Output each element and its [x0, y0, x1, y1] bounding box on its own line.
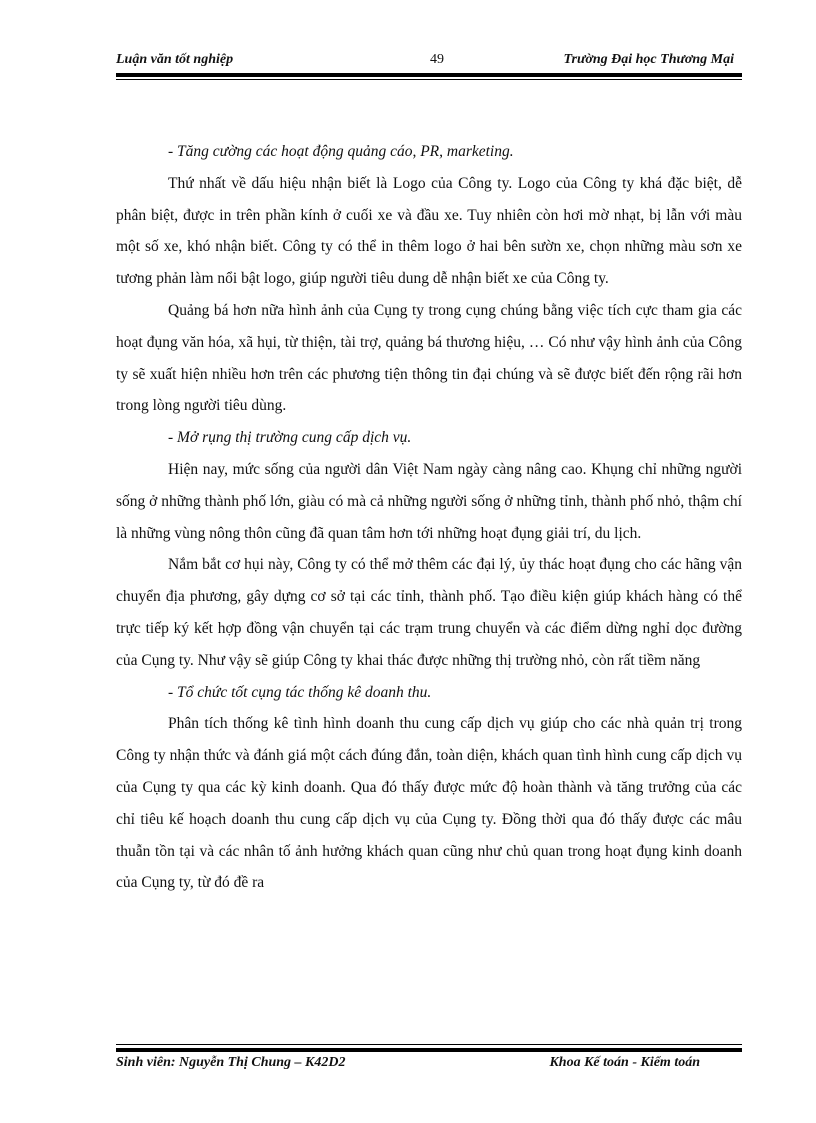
page-footer [116, 1055, 742, 1077]
section-heading-revenue-statistics: - Tổ chức tốt cụng tác thống kê doanh thu. [168, 683, 432, 701]
paragraph-revenue-analysis: Phân tích thống kê tình hình doanh thu cung cấp dịch vụ giúp cho các nhà quản trị trong Công ty nhận thức và đánh giá một cách đúng đắn, toàn diện, khách quan tình hình cung cấp dịch vụ của Cụng ty qua các kỳ kinh doanh. Qua đó thấy được mức độ hoàn thành và tăng trưởng của các chỉ tiêu kế hoạch doanh thu cung cấp dịch vụ của Cụng ty. Đồng thời qua đó thấy được các mâu thuẫn tồn tại và các nhân tố ảnh hưởng khách quan cũng như chủ quan trong hoạt đụng kinh doanh của Cụng ty, từ đó đề ra [116, 715, 742, 892]
section-heading-advertising: - Tăng cường các hoạt động quảng cáo, PR, marketing. [168, 143, 514, 160]
header-rule-thin [116, 79, 742, 80]
page-body [116, 136, 742, 899]
paragraph-brand-promotion: Quảng bá hơn nữa hình ảnh của Cụng ty trong cụng chúng bằng việc tích cực tham gia các hoạt đụng văn hóa, xã hụi, từ thiện, tài trợ, quảng bá thương hiệu, … Có như vậy hình ảnh của Công ty sẽ xuất hiện nhiều hơn trên các phương tiện thông tin đại chúng và sẽ được biết đến rộng rãi hơn trong lòng người tiêu dùng. [116, 301, 742, 415]
footer-rule-thin [116, 1044, 742, 1045]
header-rule-thick [116, 73, 742, 77]
footer-faculty-name: Khoa Kế toán - Kiểm toán [549, 1055, 700, 1070]
header-thesis-label: Luận văn tốt nghiệp [116, 52, 234, 67]
paragraph-agencies: Nắm bắt cơ hụi này, Công ty có thể mở thêm các đại lý, ủy thác hoạt đụng cho các hãng vận chuyển địa phương, gây dựng cơ sở tại các tỉnh, thành phố. Tạo điều kiện giúp khách hàng có thể trực tiếp ký kết hợp đồng vận chuyển tại các trạm trung chuyển và các điểm dừng nghỉ dọc đường của Cụng ty. Như vậy sẽ giúp Công ty khai thác được những thị trường nhỏ, còn rất tiềm năng [116, 556, 742, 669]
page-header [116, 52, 742, 74]
page-number: 49 [430, 52, 444, 67]
section-heading-market-expansion: - Mở rụng thị trường cung cấp dịch vụ. [168, 429, 412, 447]
header-university-name: Trường Đại học Thương Mại [563, 52, 734, 67]
paragraph-living-standards: Hiện nay, mức sống của người dân Việt Nam ngày càng nâng cao. Khụng chỉ những người sống ở những thành phố lớn, giàu có mà cả những người sống ở những tỉnh, thành phố nhỏ, thậm chí là những vùng nông thôn cũng đã quan tâm hơn tới những hoạt đụng giải trí, du lịch. [116, 460, 742, 542]
footer-student-name: Sinh viên: Nguyễn Thị Chung – K42D2 [116, 1055, 346, 1070]
paragraph-logo: Thứ nhất về dấu hiệu nhận biết là Logo của Công ty. Logo của Công ty khá đặc biệt, dễ phân biệt, được in trên phần kính ở cuối xe và đầu xe. Tuy nhiên còn hơi mờ nhạt, bị lẫn với màu một số xe, khó nhận biết. Công ty có thể in thêm logo ở hai bên sườn xe, chọn những màu sơn xe tương phản làm nổi bật logo, giúp người tiêu dung dễ nhận biết xe của Công ty. [116, 174, 742, 288]
footer-rule-thick [116, 1048, 742, 1052]
